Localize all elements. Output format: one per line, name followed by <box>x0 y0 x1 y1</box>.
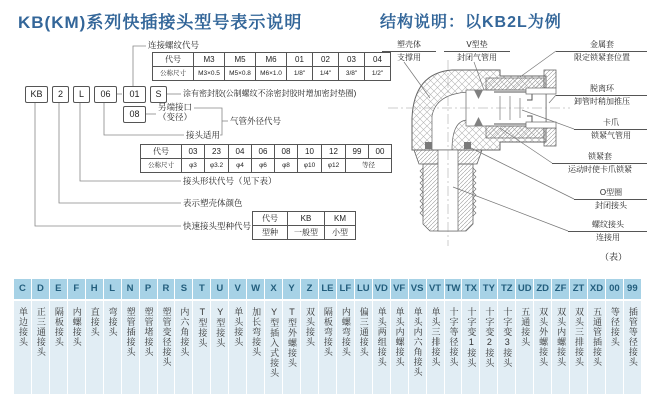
shape-name-cell <box>624 301 641 394</box>
shape-name: 十字变3接头 <box>502 307 513 368</box>
cell: 公称尺寸 <box>141 159 182 173</box>
callout-desc: 限定锁紧套位置 <box>574 53 630 62</box>
shape-name: 十字等径接头 <box>448 307 459 367</box>
shape-name: 单头接头 <box>233 307 244 347</box>
callout-desc: 运动时使卡爪锁紧 <box>568 165 632 174</box>
shape-column <box>104 279 121 394</box>
cell: 04 <box>365 53 391 67</box>
shape-code: TY <box>480 279 497 299</box>
callout-desc: 支撑用 <box>397 53 421 62</box>
shape-column <box>301 279 318 394</box>
table-reference-note: （表） <box>600 252 628 262</box>
shape-code: X <box>265 279 282 299</box>
shape-code: VF <box>391 279 408 299</box>
callout-desc: 封闭接头 <box>595 201 627 210</box>
cell: 10 <box>298 145 322 159</box>
shape-column <box>462 279 479 394</box>
shape-code: XD <box>588 279 605 299</box>
type-name-row <box>253 226 356 240</box>
shape-name-cell <box>50 301 67 394</box>
shape-column <box>211 279 228 394</box>
shape-code: VS <box>409 279 426 299</box>
shape-name-cell <box>606 301 623 394</box>
cell: φ8 <box>275 159 298 173</box>
callout-name: 塑壳体 <box>382 40 436 52</box>
code-box-thread: 01 <box>123 86 146 103</box>
shape-column <box>229 279 246 394</box>
cell: 08 <box>275 145 298 159</box>
shape-column <box>86 279 103 394</box>
code-box-seal: S <box>150 86 167 103</box>
callout-metal-sleeve <box>556 40 647 63</box>
callout-desc: 卸管时稍加推压 <box>574 97 630 106</box>
shape-name-cell <box>391 301 408 394</box>
shape-name-cell <box>355 301 372 394</box>
cell: M3 <box>194 53 225 67</box>
thread-code-row <box>153 53 391 67</box>
shape-name: 双头外螺接头 <box>538 307 549 367</box>
cell: M6 <box>256 53 287 67</box>
code-box-other-end: 08 <box>123 106 146 123</box>
shape-column <box>265 279 282 394</box>
label-thread-code: 连接螺纹代号 <box>148 40 200 50</box>
shape-name: 双头接头 <box>304 307 315 347</box>
shape-code: W <box>247 279 264 299</box>
shape-column <box>480 279 497 394</box>
cell: 02 <box>313 53 339 67</box>
shape-column <box>247 279 264 394</box>
shape-code: F <box>68 279 85 299</box>
callout-threaded-joint <box>568 220 647 243</box>
shape-code: LE <box>319 279 336 299</box>
shape-column <box>319 279 336 394</box>
callout-o-ring <box>574 188 647 211</box>
shape-column <box>14 279 31 394</box>
shape-column <box>50 279 67 394</box>
shape-name-cell <box>247 301 264 394</box>
shape-code: UD <box>516 279 533 299</box>
shape-name: 单头三排接头 <box>430 307 441 367</box>
shape-column <box>606 279 623 394</box>
thread-size-row <box>153 67 391 81</box>
shape-name-cell <box>86 301 103 394</box>
od-size-row <box>141 159 392 173</box>
callout-name: 螺纹接头 <box>568 220 647 232</box>
shape-name-cell <box>534 301 551 394</box>
series-type-table <box>252 211 356 240</box>
label-tube-od-code: 气管外径代号 <box>230 116 282 126</box>
shape-name-cell <box>104 301 121 394</box>
cell: M5 <box>225 53 256 67</box>
cell: 23 <box>205 145 229 159</box>
shape-code: E <box>50 279 67 299</box>
shape-name-cell <box>140 301 157 394</box>
shape-name-cell <box>498 301 515 394</box>
label-series-code: 快速接头型种代号 <box>183 221 252 231</box>
shape-code: TW <box>445 279 462 299</box>
cell: M3×0.5 <box>194 67 225 81</box>
shape-name: 内螺弯接头 <box>340 307 351 357</box>
shape-code: VD <box>373 279 390 299</box>
shape-name: 单头内螺接头 <box>394 307 405 367</box>
type-code-row <box>253 212 356 226</box>
shape-code: LU <box>355 279 372 299</box>
cell: 01 <box>287 53 313 67</box>
cell: φ3.2 <box>205 159 229 173</box>
shape-name: 加长弯接头 <box>251 307 262 357</box>
shape-column <box>445 279 462 394</box>
shape-name: 十字变2接头 <box>484 307 495 368</box>
cell: φ3 <box>182 159 205 173</box>
shape-name-cell <box>158 301 175 394</box>
shape-code: H <box>86 279 103 299</box>
cell: 99 <box>346 145 369 159</box>
shape-name-cell <box>211 301 228 394</box>
callout-name: O型圈 <box>574 188 647 200</box>
shape-code: TZ <box>498 279 515 299</box>
shape-column <box>193 279 210 394</box>
callout-desc: 封闭气管用 <box>457 53 497 62</box>
cell: 03 <box>182 145 205 159</box>
shape-column <box>516 279 533 394</box>
shape-name: 直接头 <box>89 307 100 337</box>
shape-name-cell <box>301 301 318 394</box>
shape-code: U <box>211 279 228 299</box>
thread-code-table <box>152 52 391 81</box>
cell: φ10 <box>298 159 322 173</box>
shape-name: 塑管变径接头 <box>161 307 172 367</box>
shape-column <box>391 279 408 394</box>
shape-code: ZD <box>534 279 551 299</box>
callout-v-gasket <box>444 40 510 63</box>
shape-code: Z <box>301 279 318 299</box>
shape-name: 内六角接头 <box>179 307 190 357</box>
shape-name-cell <box>480 301 497 394</box>
shape-name: Y型插入式接头 <box>269 307 280 378</box>
shape-column <box>427 279 444 394</box>
cell: 1/8" <box>287 67 313 81</box>
shape-code: Y <box>283 279 300 299</box>
shape-name-cell <box>32 301 49 394</box>
tube-od-table <box>140 144 392 173</box>
shape-code-table <box>14 279 641 394</box>
shape-code: T <box>193 279 210 299</box>
cell: 03 <box>339 53 365 67</box>
shape-name: 十字变1接头 <box>466 307 477 368</box>
cell: 代号 <box>153 53 194 67</box>
shape-name: 单边接头 <box>17 307 28 347</box>
shape-column <box>122 279 139 394</box>
cell: 等径 <box>346 159 392 173</box>
cell: 公称尺寸 <box>153 67 194 81</box>
cell: 代号 <box>253 212 288 226</box>
label-other-end-sub: （变径） <box>158 112 193 122</box>
label-seal-note: 涂有密封胶(公制螺纹不涂密封胶时增加密封垫圈) <box>183 89 357 98</box>
cell: 00 <box>369 145 392 159</box>
shape-name-cell <box>516 301 533 394</box>
label-joint-fit: 接头适用 <box>186 130 221 140</box>
shape-code: D <box>32 279 49 299</box>
shape-name-cell <box>445 301 462 394</box>
shape-column <box>175 279 192 394</box>
shape-column <box>337 279 354 394</box>
callout-name: 卡爪 <box>574 118 647 130</box>
shape-column <box>570 279 587 394</box>
shape-code: R <box>158 279 175 299</box>
shape-name: 等径接头 <box>609 307 620 347</box>
callout-lock-sleeve <box>552 152 647 175</box>
shape-name: 双头三排接头 <box>574 307 585 367</box>
cell: 小型 <box>325 226 356 240</box>
cell: KB <box>288 212 325 226</box>
shape-name: 塑管堵接头 <box>143 307 154 357</box>
shape-name-cell <box>462 301 479 394</box>
cell: φ12 <box>322 159 346 173</box>
shape-name: 五通接头 <box>520 307 531 347</box>
code-box-shape: L <box>73 86 90 103</box>
shape-name: 插管等径接头 <box>627 307 638 367</box>
page-title-left: KB(KM)系列快插接头型号表示说明 <box>18 13 303 32</box>
callout-name: 脱离环 <box>556 84 647 96</box>
shape-name-cell <box>193 301 210 394</box>
shape-code: 99 <box>624 279 641 299</box>
shape-column <box>32 279 49 394</box>
shape-name: Y型接头 <box>215 307 226 348</box>
shape-name-cell <box>409 301 426 394</box>
cell: φ6 <box>252 159 275 173</box>
callout-name: 金属套 <box>556 40 647 52</box>
shape-code: 00 <box>606 279 623 299</box>
shape-name: 内螺接头 <box>71 307 82 347</box>
shape-code: C <box>14 279 31 299</box>
shape-name-cell <box>319 301 336 394</box>
shape-code: ZF <box>552 279 569 299</box>
page-title-right: 结构说明：以KB2L为例 <box>380 14 562 31</box>
callout-desc: 连接用 <box>596 233 620 242</box>
callout-claw <box>574 118 647 141</box>
shape-name-cell <box>552 301 569 394</box>
cell: 04 <box>229 145 252 159</box>
shape-code: L <box>104 279 121 299</box>
shape-name: 塑管插接头 <box>125 307 136 357</box>
cell: 1/4" <box>313 67 339 81</box>
label-shell-color: 表示塑壳体颜色 <box>183 198 243 208</box>
shape-name-cell <box>229 301 246 394</box>
shape-column <box>409 279 426 394</box>
shape-name-cell <box>68 301 85 394</box>
shape-code: VT <box>427 279 444 299</box>
shape-name: 偏三通接头 <box>358 307 369 357</box>
shape-column <box>355 279 372 394</box>
cell: 型种 <box>253 226 288 240</box>
callout-name: V型垫 <box>444 40 510 52</box>
shape-name: T型外螺接头 <box>287 307 298 368</box>
code-box-series: KB <box>25 86 48 103</box>
shape-name: T型接头 <box>197 307 208 348</box>
callout-release-ring <box>556 84 647 107</box>
shape-code: N <box>122 279 139 299</box>
shape-column <box>68 279 85 394</box>
shape-name: 五通管插接头 <box>591 307 602 367</box>
shape-column <box>373 279 390 394</box>
callout-name: 锁紧套 <box>552 152 647 164</box>
shape-name-cell <box>588 301 605 394</box>
cell: 12 <box>322 145 346 159</box>
cell: M6×1.0 <box>256 67 287 81</box>
shape-name-cell <box>570 301 587 394</box>
shape-code: ZT <box>570 279 587 299</box>
cell: 代号 <box>141 145 182 159</box>
fitting-cross-section <box>388 60 570 246</box>
cell: 一般型 <box>288 226 325 240</box>
shape-name-cell <box>265 301 282 394</box>
shape-name: 隔板弯接头 <box>322 307 333 357</box>
shape-name-cell <box>122 301 139 394</box>
shape-code: LF <box>337 279 354 299</box>
shape-column <box>283 279 300 394</box>
shape-code: TX <box>462 279 479 299</box>
cell: 06 <box>252 145 275 159</box>
code-box-color: 2 <box>52 86 69 103</box>
shape-name-cell <box>14 301 31 394</box>
shape-column <box>158 279 175 394</box>
shape-name: 单头两组接头 <box>376 307 387 367</box>
cell: φ4 <box>229 159 252 173</box>
callout-shell <box>382 40 436 63</box>
callout-desc: 锁紧气管用 <box>591 131 631 140</box>
shape-column <box>588 279 605 394</box>
shape-name: 双头内螺接头 <box>556 307 567 367</box>
shape-name-cell <box>283 301 300 394</box>
cell: M5×0.8 <box>225 67 256 81</box>
label-other-end: 另端接口 <box>158 102 193 112</box>
shape-column <box>498 279 515 394</box>
shape-code: P <box>140 279 157 299</box>
shape-name-cell <box>373 301 390 394</box>
code-box-od: 06 <box>94 86 117 103</box>
shape-name: 隔板接头 <box>53 307 64 347</box>
shape-column <box>534 279 551 394</box>
shape-name: 单头内六角接头 <box>412 307 423 377</box>
cell: KM <box>325 212 356 226</box>
shape-code: V <box>229 279 246 299</box>
shape-column <box>140 279 157 394</box>
cell: 3/8" <box>339 67 365 81</box>
shape-name: 弯接头 <box>107 307 118 337</box>
shape-column <box>624 279 641 394</box>
shape-name-cell <box>175 301 192 394</box>
od-code-row <box>141 145 392 159</box>
shape-name-cell <box>337 301 354 394</box>
cell: 1/2" <box>365 67 391 81</box>
shape-column <box>552 279 569 394</box>
shape-name-cell <box>427 301 444 394</box>
shape-code: S <box>175 279 192 299</box>
label-shape-code: 接头形状代号（见下表） <box>183 176 277 186</box>
shape-name: 正三通接头 <box>35 307 46 357</box>
